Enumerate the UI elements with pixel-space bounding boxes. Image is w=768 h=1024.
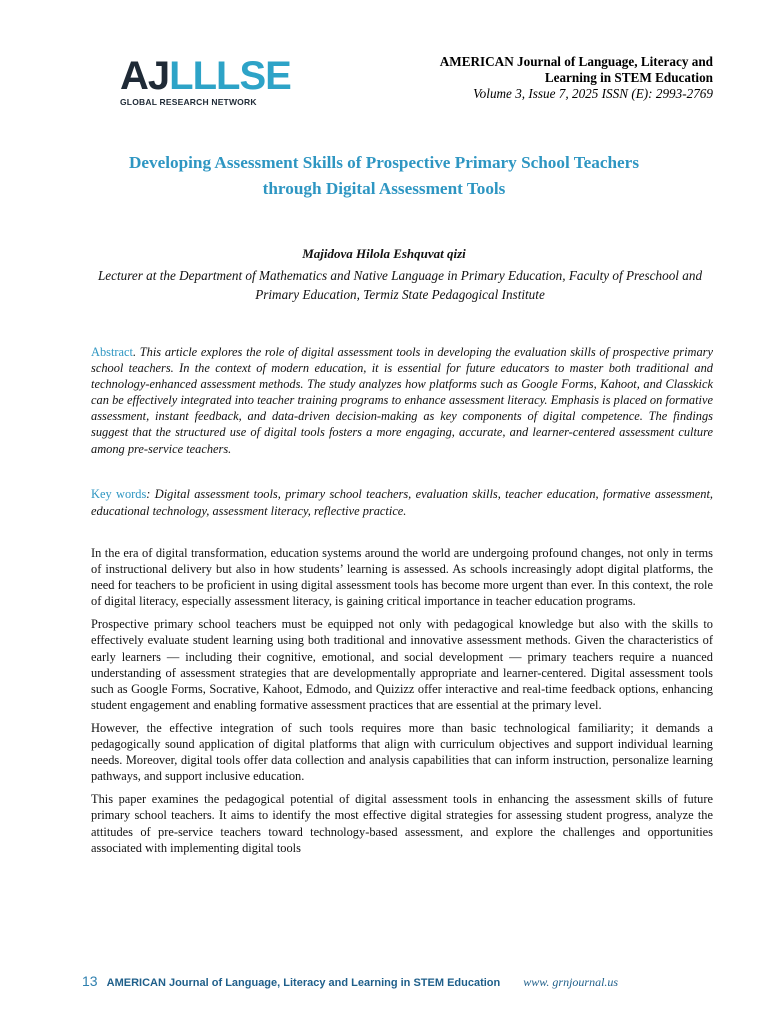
author-affiliation: Lecturer at the Department of Mathematics and Native Language in Primary Education, Faculty of Preschool and Primary Education, Termiz State Pedagogical Institute [97,268,703,302]
abstract-text: . This article explores the role of digital assessment tools in developing the evaluation skills of prospective primary school teachers. In the context of modern education, it is essential for future educators to master both traditional and technology-enhanced assessment methods. The study analyzes how platforms such as Google Forms, Kahoot, and Classkick can be effectively integrated into teacher training programs to enhance assessment literacy. Emphasis is placed on formative assessment, instant feedback, and data-driven decision-making as key components of digital competence. The findings suggest that the structured use of digital tools fosters a more engaging, accurate, and learner-centered assessment culture among pre-service teachers. [91,345,713,456]
journal-logo [120,56,300,106]
logo-subtitle: GLOBAL RESEARCH NETWORK [120,97,257,107]
abstract [91,344,713,457]
keywords-label: Key words [91,487,147,501]
body-paragraph: Prospective primary school teachers must be equipped not only with pedagogical knowledge but also with the skills to effectively evaluate student learning using both traditional and innovative assessment methods. Given the characteristics of early learners — including their cognitive, emotional, and social development — primary teachers require a nuanced understanding of assessment strategies that are developmentally appropriate and learner-centered. Digital assessment tools such as Google Forms, Socrative, Kahoot, Edmodo, and Quizizz offer interactive and real-time feedback options, enhancing student engagement and enabling formative assessment practices that are essential at the primary level. [91,617,713,712]
article-title [55,150,713,202]
footer-url[interactable]: www. grnjournal.us [523,975,619,989]
logo-wordmark [120,56,300,96]
journal-header [373,54,713,102]
journal-issue-info: Volume 3, Issue 7, 2025 ISSN (E): 2993-2769 [473,86,713,101]
journal-name-line1: AMERICAN Journal of Language, Literacy and [439,54,713,69]
title-line2: through Digital Assessment Tools [262,179,506,198]
logo-aj: AJ [120,54,170,98]
title-line1: Developing Assessment Skills of Prospective Primary School Teachers [128,153,640,172]
body-paragraph: However, the effective integration of such tools requires more than basic technological familiarity; it demands a pedagogically sound application of digital platforms that align with curriculum objectives and support individual learning needs. Moreover, digital tools offer data collection and analysis capabilities that can inform instruction, personalize learning pathways, and support inclusive education. [91,720,713,784]
body-paragraph: This paper examines the pedagogical potential of digital assessment tools in enhancing the assessment skills of future primary school teachers. It aims to identify the most effective digital strategies for assessing student progress, analyze the attitudes of pre-service teachers toward technology-based assessment, and explore the challenges and opportunities associated with implementing digital tools [91,792,713,855]
footer-journal-name: AMERICAN Journal of Language, Literacy and Learning in STEM Education [106,977,501,989]
author-name: Majidova Hilola Eshquvat qizi [302,246,466,261]
keywords [91,486,713,519]
keywords-text: : Digital assessment tools, primary school teachers, evaluation skills, teacher education, formative assessment, educational technology, assessment literacy, reflective practice. [91,487,714,518]
page-footer [82,973,702,990]
logo-llse: LLLSE [169,54,291,98]
article-body [91,545,713,863]
journal-name-line2: Learning in STEM Education [544,70,713,85]
abstract-label: Abstract [91,345,133,359]
body-paragraph: In the era of digital transformation, education systems around the world are undergoing profound changes, not only in terms of instructional delivery but also in how students’ learning is assessed. As schools increasingly adopt digital platforms, the need for teachers to be proficient in using digital assessment tools has become more urgent than ever. In this context, the role of digital literacy, especially assessment literacy, is gaining critical importance in teacher education programs. [91,546,713,609]
page-number: 13 [82,973,98,989]
